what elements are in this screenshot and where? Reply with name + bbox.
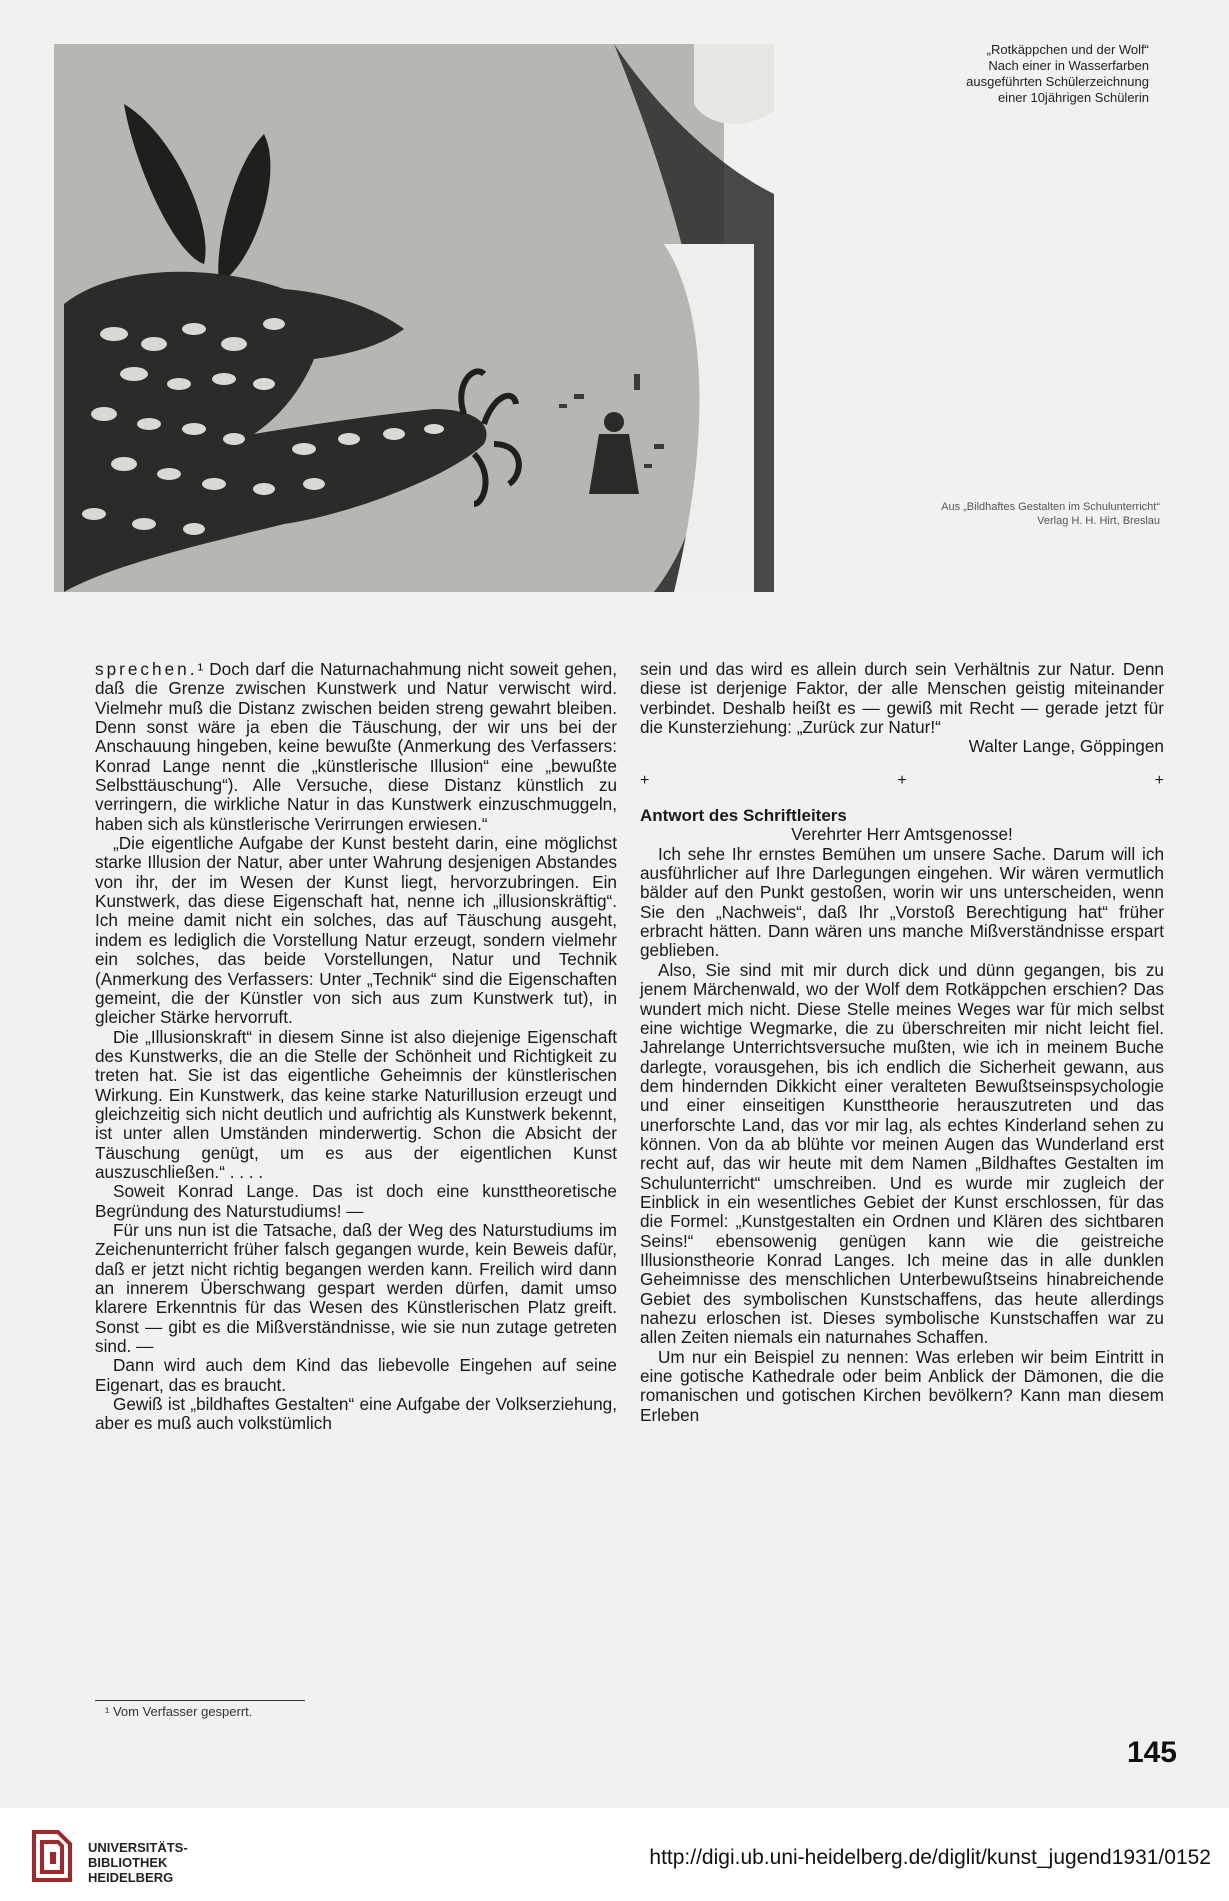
university-library-logo-icon	[28, 1828, 76, 1884]
paragraph: Die „Illusionskraft“ in diesem Sinne ist also diejenige Eigenschaft des Kunstwerks, die an die Stelle der Schönheit und Richtigkeit zu treten hat. Sie ist das eigentliche Geheimnis der künstlerischen Wirkung. Ein Kunstwerk, das keine starke Naturillusion erzeugt und gleichzeitig sich nicht deutlich und aufrichtig als Kunstwerk bekennt, ist unter allen Umständen minderwertig. Schon die Absicht der Täuschung genügt, um es aus der eigentlichen Kunst auszuschließen.“ . . . .	[95, 1026, 617, 1182]
paragraph: „Die eigentliche Aufgabe der Kunst besteht darin, eine möglichst starke Illusion der Natur, aber unter Wahrung desjenigen Abstandes von ihr, der im Wesen der Kunst liegt, hervorzubringen. Ein Kunstwerk, das diese Eigenschaft hat, nenne ich „illusionskräftig“. Ich meine damit nicht ein solches, das auf Täuschung ausgeht, indem es lediglich die Vorstellung Natur erzeugt, sondern vielmehr ein solches, das beide Vorstellungen, Natur und Technik (Anmerkung des Verfassers: Unter „Technik“ sind die Eigenschaften gemeint, die der Künstler von sich aus zum Kunstwerk tut), in gleicher Stärke hervorruft.	[95, 833, 617, 1028]
paragraph: Gewiß ist „bildhaftes Gestalten“ eine Aufgabe der Volkserziehung, aber es muß auch volkstümlich	[95, 1394, 617, 1434]
caption-line: Aus „Bildhaftes Gestalten im Schulunterricht“	[941, 501, 1160, 513]
section-heading: Antwort des Schriftleiters	[640, 806, 847, 826]
library-name-line: HEIDELBERG	[88, 1870, 174, 1885]
library-footer	[0, 1808, 1229, 1901]
caption-line: „Rotkäppchen und der Wolf“	[986, 42, 1149, 57]
separator-mark: +	[897, 771, 907, 789]
footnote-divider	[95, 1700, 305, 1701]
caption-line: Nach einer in Wasserfarben	[988, 58, 1149, 73]
paragraph: Für uns nun ist die Tatsache, daß der Weg des Naturstudiums im Zeichenunterricht früher falsch gegangen wurde, kein Beweis dafür, daß er jetzt nicht richtig begangen werden kann. Freilich wird dann an innerem Überschwang gespart werden dürfen, damit umso klarere Erkenntnis für das Wesen des Künstlerischen Platz greift. Sonst — gibt es die Mißverständnisse, wie sie nun zutage getreten sind. —	[95, 1219, 617, 1357]
paragraph: Um nur ein Beispiel zu nennen: Was erleben wir beim Eintritt in eine gotische Kathedrale oder beim Anblick der Dämonen, die die romanischen und gotischen Kirchen bevölkern? Kann man diesem Erleben	[640, 1346, 1164, 1425]
illustration-source-caption	[880, 500, 1160, 528]
caption-line: einer 10jährigen Schülerin	[997, 90, 1149, 105]
separator-mark: +	[640, 771, 650, 789]
document-url-link[interactable]: http://digi.ub.uni-heidelberg.de/diglit/kunst_jugend1931/0152	[649, 1846, 1211, 1869]
spaced-word: sprechen.	[95, 659, 198, 679]
section-separator	[640, 771, 1164, 790]
separator-mark: +	[1154, 771, 1164, 789]
paragraph: Dann wird auch dem Kind das liebevolle Eingehen auf seine Eigenart, das es braucht.	[95, 1355, 617, 1395]
page-number: 145	[1126, 1736, 1177, 1769]
left-column	[95, 660, 617, 1434]
paragraph: sein und das wird es allein durch sein Verhältnis zur Natur. Denn diese ist derjenige Faktor, der alle Menschen geistig miteinander verbindet. Deshalb heißt es — gewiß mit Recht — gerade jetzt für die Kunsterziehung: „Zurück zur Natur!“	[640, 659, 1164, 738]
salutation: Verehrter Herr Amtsgenosse!	[791, 824, 1013, 845]
footnote: ¹ Vom Verfasser gesperrt.	[105, 1704, 253, 1719]
paragraph: Soweit Konrad Lange. Das ist doch eine kunsttheoretische Begründung des Naturstudiums! —	[95, 1181, 617, 1221]
illustration-caption	[869, 42, 1149, 106]
paragraph-text: ¹ Doch darf die Naturnachahmung nicht soweit gehen, daß die Grenze zwischen Kunstwerk und Natur verwischt wird. Vielmehr muß die Distanz zwischen beiden streng gewahrt bleiben. Denn sonst wäre ja eben die Täuschung, der wir uns bei der Anschauung hingeben, keine bewußte (Anmerkung des Verfassers: Konrad Lange nennt die „künstlerische Illusion“ eine „bewußte Selbsttäuschung“). Alle Versuche, diese Distanz künstlich zu verringern, die wirkliche Natur in das Kunstwerk einzuschmuggeln, haben sich als künstlerische Verirrungen erwiesen.“	[95, 659, 617, 834]
library-name-line: BIBLIOTHEK	[88, 1855, 168, 1870]
paragraph	[95, 660, 617, 834]
library-name	[88, 1840, 188, 1885]
caption-line: ausgeführten Schülerzeichnung	[966, 74, 1149, 89]
paragraph: Also, Sie sind mit mir durch dick und dünn gegangen, bis zu jenem Märchenwald, wo der Wolf dem Rotkäppchen erschien? Das wundert mich nicht. Diese Stelle meines Weges war für mich selbst eine wichtige Wegmarke, die zu überschreiten mir nicht leicht fiel. Jahrelange Unterrichtsversuche mußten, wie ich in meinem Buche darlegte, vorausgehen, bis ich endlich die Sicherheit gewann, aus dem hindernden Dikkicht einer veralteten Bewußtseinspsychologie und einer einseitigen Kunsttheorie herauszutreten und das unerforschte Land, das vor mir lag, als echtes Kinderland sehen zu können. Von da ab blühte vor meinen Augen das Wunderland erst recht auf, das wir heute mit dem Namen „Bildhaftes Gestalten im Schulunterricht“ umschreiben. Und es wurde mir zugleich der Einblick in ein wesentliches Gebiet der Kunst erschlossen, für das die Formel: „Kunstgestalten ein Ordnen und Klären des sichtbaren Seins!“ ebensowenig genügen kann wie die geistreiche Illusionstheorie Konrad Langes. Ich meine das in alle dunklen Geheimnisse des menschlichen Unterbewußtseins hinabreichende Gebiet des symbolischen Kunstschaffens, das heute allerdings nahezu erloschen ist. Dieses symbolische Kunstschaffen war zu allen Zeiten niemals ein naturnahes Schaffen.	[640, 959, 1164, 1348]
paragraph: Ich sehe Ihr ernstes Bemühen um unsere Sache. Darum will ich ausführlicher auf Ihre Darlegungen eingehen. Wir wären vermutlich bälder auf den Punkt gestoßen, worin wir uns unterscheiden, wenn Sie den „Nachweis“, daß Ihr „Vorstoß Berechtigung hat“ früher erbracht hätten. Dann wären uns manche Mißverständnisse erspart geblieben.	[640, 843, 1164, 961]
caption-line: Verlag H. H. Hirt, Breslau	[1037, 515, 1160, 527]
library-name-line: UNIVERSITÄTS-	[88, 1840, 188, 1855]
right-column	[640, 660, 1164, 1425]
letter-signature: Walter Lange, Göppingen	[968, 736, 1164, 757]
